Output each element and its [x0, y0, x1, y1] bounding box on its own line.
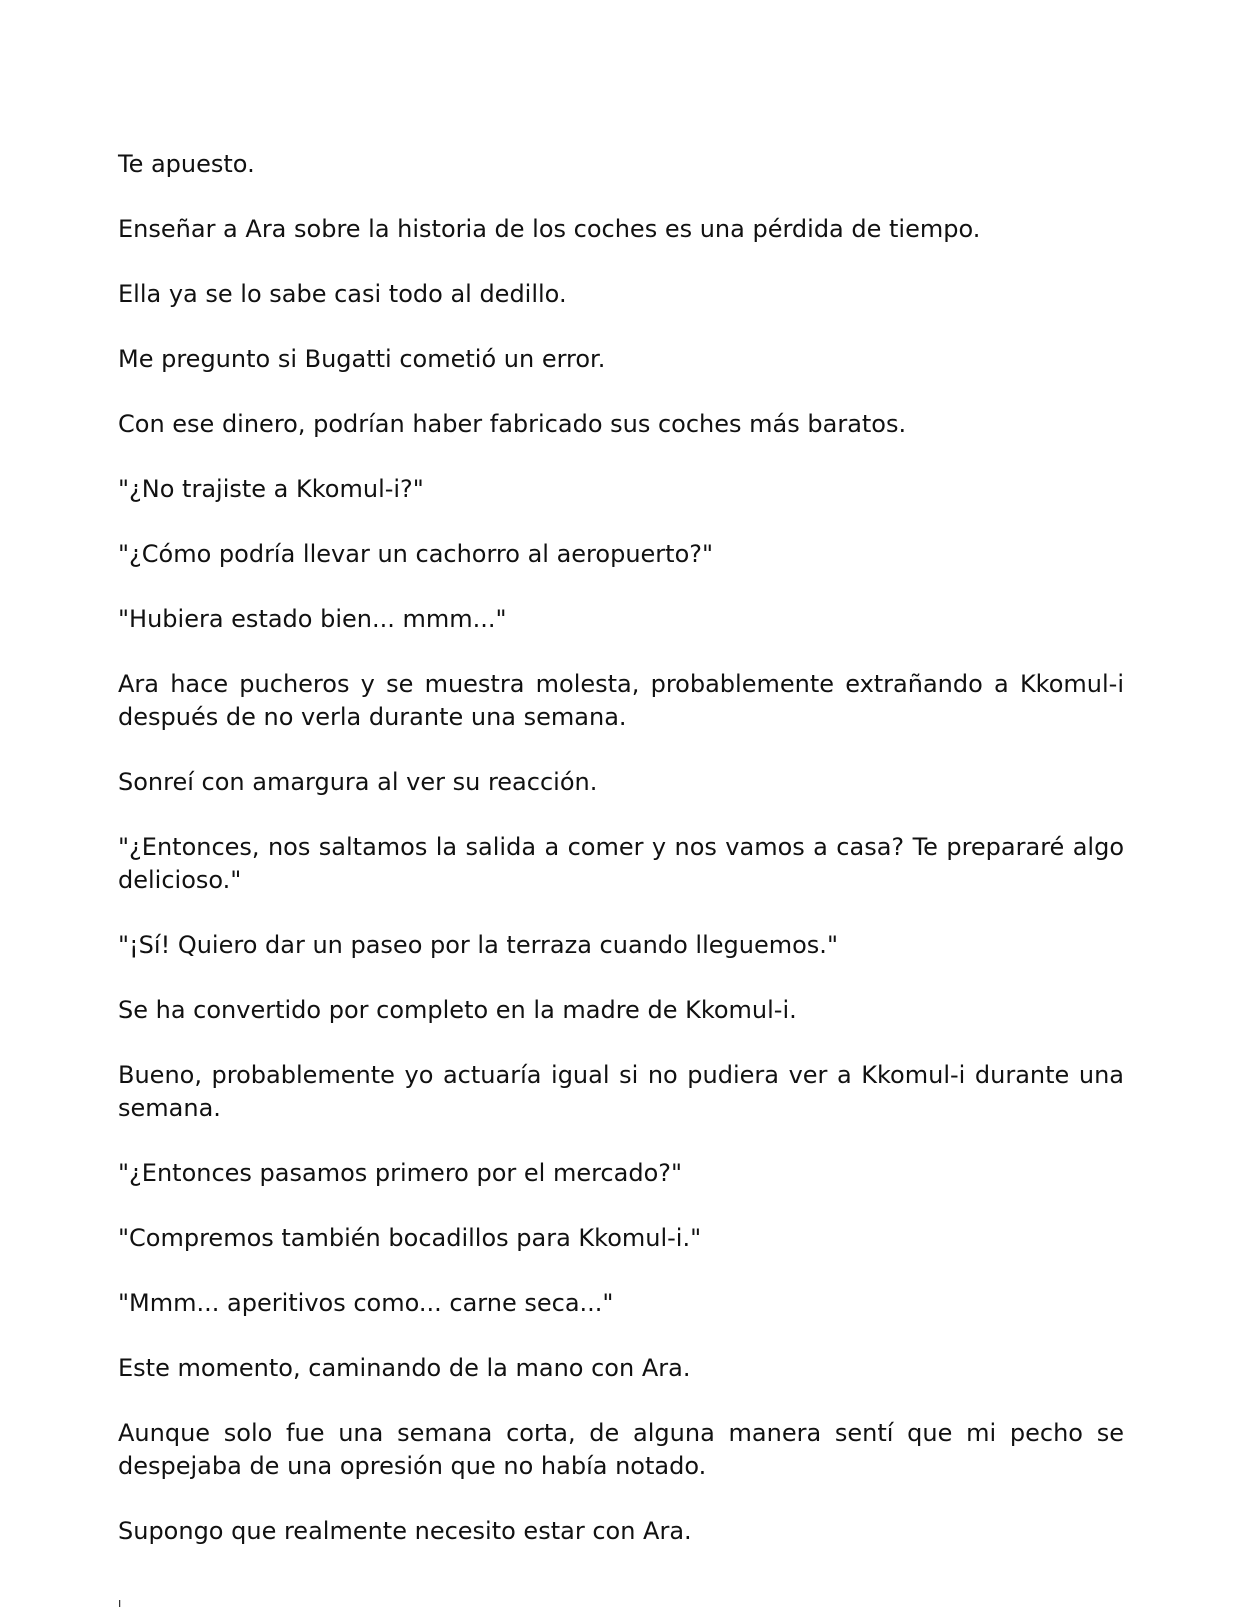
paragraph-5: Con ese dinero, podrían haber fabricado sus coches más baratos.	[118, 410, 907, 438]
paragraph-12: "¡Sí! Quiero dar un paseo por la terraza cuando lleguemos."	[118, 931, 838, 959]
paragraph-7: "¿Cómo podría llevar un cachorro al aeropuerto?"	[118, 540, 714, 568]
paragraph-6: "¿No trajiste a Kkomul-i?"	[118, 475, 424, 503]
paragraph-8: "Hubiera estado bien... mmm..."	[118, 605, 507, 633]
paragraph-19: Aunque solo fue una semana corta, de alguna manera sentí que mi pecho se despejaba de una opresión que no había notado.	[118, 1419, 1124, 1480]
document-body	[118, 148, 1124, 1580]
paragraph-2: Enseñar a Ara sobre la historia de los coches es una pérdida de tiempo.	[118, 215, 981, 243]
paragraph-18: Este momento, caminando de la mano con Ara.	[118, 1354, 691, 1382]
paragraph-13: Se ha convertido por completo en la madre de Kkomul-i.	[118, 996, 797, 1024]
footer-mark: ı	[118, 1596, 122, 1610]
paragraph-3: Ella ya se lo sabe casi todo al dedillo.	[118, 280, 567, 308]
paragraph-1: Te apuesto.	[118, 150, 255, 178]
paragraph-15: "¿Entonces pasamos primero por el mercado?"	[118, 1159, 683, 1187]
paragraph-16: "Compremos también bocadillos para Kkomul-i."	[118, 1224, 702, 1252]
paragraph-17: "Mmm... aperitivos como... carne seca..."	[118, 1289, 614, 1317]
paragraph-11: "¿Entonces, nos saltamos la salida a comer y nos vamos a casa? Te prepararé algo delicioso."	[118, 833, 1124, 894]
paragraph-14: Bueno, probablemente yo actuaría igual si no pudiera ver a Kkomul-i durante una semana.	[118, 1061, 1124, 1122]
paragraph-20: Supongo que realmente necesito estar con Ara.	[118, 1517, 692, 1545]
paragraph-4: Me pregunto si Bugatti cometió un error.	[118, 345, 606, 373]
paragraph-10: Sonreí con amargura al ver su reacción.	[118, 768, 598, 796]
paragraph-9: Ara hace pucheros y se muestra molesta, probablemente extrañando a Kkomul-i después de no verla durante una semana.	[118, 670, 1124, 731]
